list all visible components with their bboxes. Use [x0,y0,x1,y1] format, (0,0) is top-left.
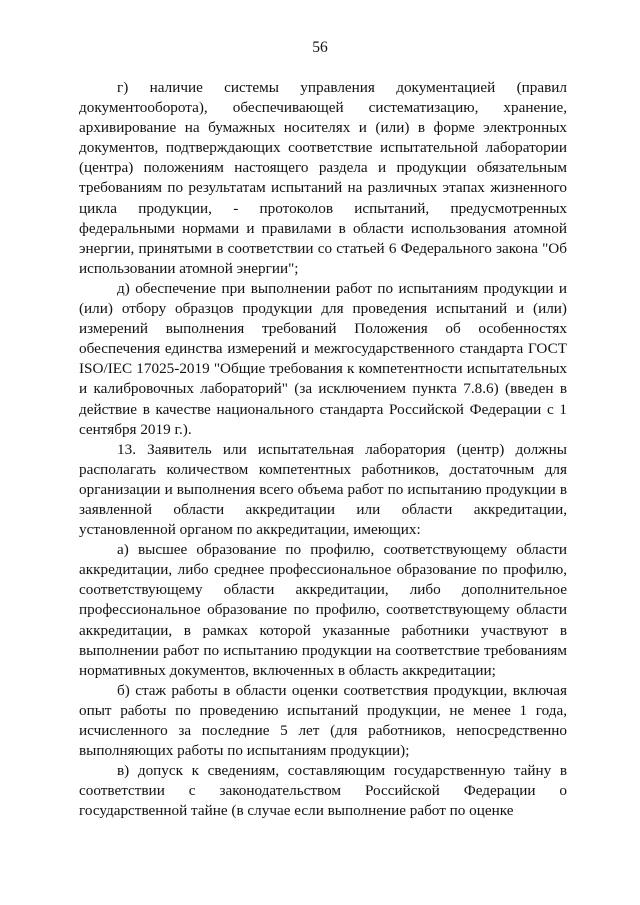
document-body [79,78,567,821]
paragraph-item-d: д) обеспечение при выполнении работ по испытаниям продукции и (или) отбору образцов продукции для проведения испытаний и (или) измерений выполнения требований Положения об особенностях обеспечения единства измерений и межгосударственного стандарта ГОСТ ISO/IEC 17025-2019 "Общие требования к компетентности испытательных и калибровочных лабораторий" (за исключением пункта 7.8.6) (введен в действие в качестве национального стандарта Российской Федерации с 1 сентября 2019 г.). [79,279,567,438]
paragraph-item-a: а) высшее образование по профилю, соответствующему области аккредитации, либо среднее профессиональное образование по профилю, соответствующему области аккредитации, либо дополнительное профессиональное образование по профилю, соответствующему области аккредитации, в рамках которой указанные работники участвуют в выполнении работ по испытанию продукции на соответствие требованиям нормативных документов, включенных в область аккредитации; [79,541,567,679]
page-number: 56 [312,39,328,56]
paragraph-item-b: б) стаж работы в области оценки соответствия продукции, включая опыт работы по проведению испытаний продукции, не менее 1 года, исчисленного за последние 5 лет (для работников, непосредственно выполняющих работы по испытаниям продукции); [79,681,567,760]
paragraph-item-g: г) наличие системы управления документацией (правил документооборота), обеспечивающей систематизацию, хранение, архивирование на бумажных носителях и (или) в форме электронных документов, подтверждающих соответствие испытательной лаборатории (центра) положениям настоящего раздела и продукции обязательным требованиям по результатам испытаний на различных этапах жизненного цикла продукции, - протоколов испытаний, предусмотренных федеральными нормами и правилами в области использования атомной энергии, принятыми в соответствии со статьей 6 Федерального закона "Об использовании атомной энергии"; [79,79,567,277]
paragraph-item-v: в) допуск к сведениям, составляющим государственную тайну в соответствии с законодательством Российской Федерации о государственной тайне (в случае если выполнение работ по оценке [79,762,567,820]
paragraph-clause-13: 13. Заявитель или испытательная лаборатория (центр) должны располагать количеством компетентных работников, достаточным для организации и выполнения всего объема работ по испытанию продукции в заявленной области аккредитации или области аккредитации, установленной органом по аккредитации, имеющих: [79,440,567,539]
